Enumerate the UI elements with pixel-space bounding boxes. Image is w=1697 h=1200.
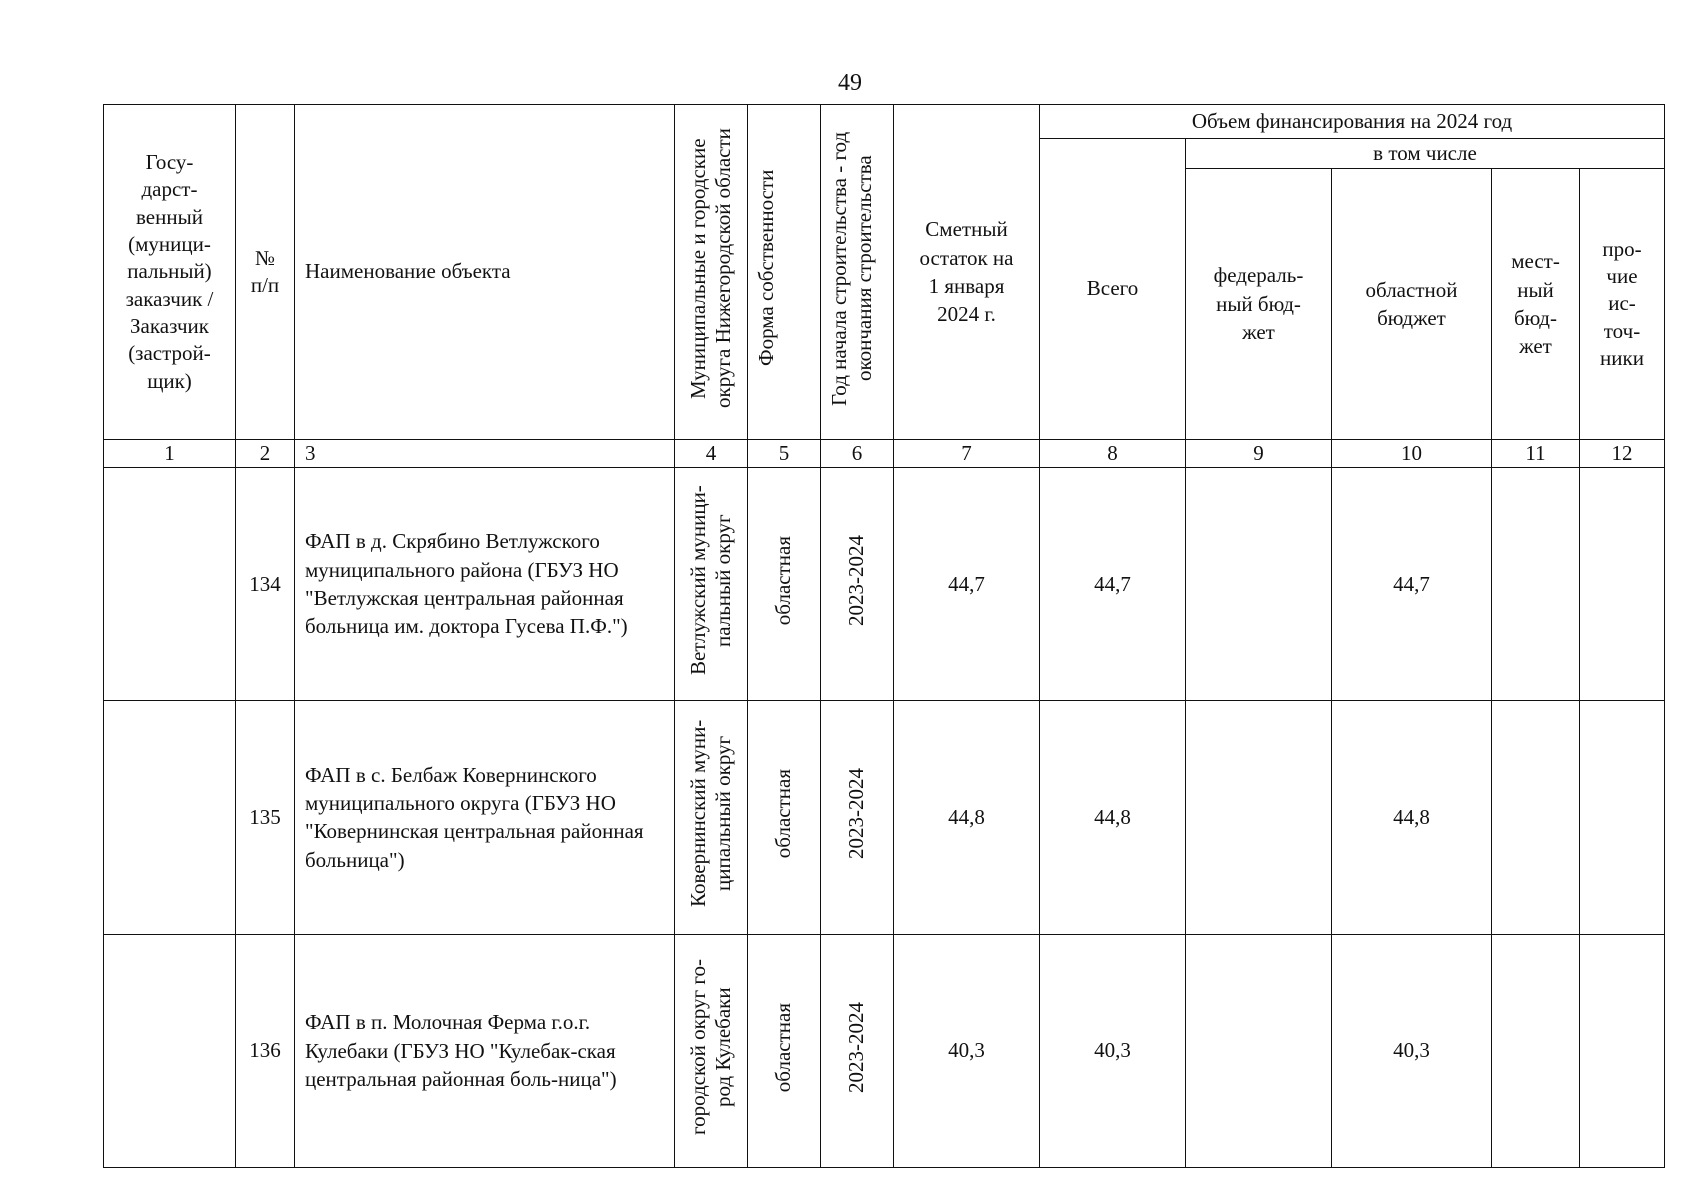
header-funding-group: Объем финансирования на 2024 год bbox=[1040, 105, 1665, 139]
column-number: 5 bbox=[748, 440, 821, 468]
cell-other bbox=[1580, 468, 1665, 701]
cell-total: 44,7 bbox=[1040, 468, 1186, 701]
cell-estimate: 44,8 bbox=[894, 701, 1040, 934]
financing-table bbox=[103, 104, 1665, 1168]
cell-ownership: областная bbox=[748, 701, 821, 934]
cell-estimate: 44,7 bbox=[894, 468, 1040, 701]
header-object-name: Наименование объекта bbox=[295, 105, 675, 440]
cell-municipality: Ковернинский муни- ципальный округ bbox=[675, 701, 748, 934]
cell-object-name: ФАП в п. Молочная Ферма г.о.г. Кулебаки (ГБУЗ НО "Кулебак-ская центральная районная боль-ница") bbox=[295, 934, 675, 1167]
cell-total: 40,3 bbox=[1040, 934, 1186, 1167]
cell-total: 44,8 bbox=[1040, 701, 1186, 934]
table-row bbox=[104, 934, 1665, 1167]
cell-federal bbox=[1186, 468, 1332, 701]
cell-object-name: ФАП в с. Белбаж Ковернинского муниципального округа (ГБУЗ НО "Ковернинская центральная районная больница") bbox=[295, 701, 675, 934]
column-number: 2 bbox=[236, 440, 295, 468]
cell-local bbox=[1492, 701, 1580, 934]
header-federal: федераль- ный бюд- жет bbox=[1186, 169, 1332, 440]
header-years: Год начала строительства - год окончания строительства bbox=[821, 105, 894, 440]
cell-number: 136 bbox=[236, 934, 295, 1167]
header-municipality: Муниципальные и городские округа Нижегородской области bbox=[675, 105, 748, 440]
cell-federal bbox=[1186, 701, 1332, 934]
cell-other bbox=[1580, 934, 1665, 1167]
header-including: в том числе bbox=[1186, 139, 1665, 169]
cell-number: 134 bbox=[236, 468, 295, 701]
cell-years: 2023-2024 bbox=[821, 701, 894, 934]
table-row bbox=[104, 701, 1665, 934]
column-number: 6 bbox=[821, 440, 894, 468]
header-local: мест- ный бюд- жет bbox=[1492, 169, 1580, 440]
header-number: № п/п bbox=[236, 105, 295, 440]
column-numbers-row bbox=[104, 440, 1665, 468]
column-number: 10 bbox=[1332, 440, 1492, 468]
cell-regional: 40,3 bbox=[1332, 934, 1492, 1167]
table-row bbox=[104, 468, 1665, 701]
cell-regional: 44,8 bbox=[1332, 701, 1492, 934]
column-number: 1 bbox=[104, 440, 236, 468]
cell-municipality: Ветлужский муници- пальный округ bbox=[675, 468, 748, 701]
header-estimate: Сметный остаток на 1 января 2024 г. bbox=[894, 105, 1040, 440]
column-number: 4 bbox=[675, 440, 748, 468]
cell-customer bbox=[104, 468, 236, 701]
header-total: Всего bbox=[1040, 139, 1186, 440]
column-number: 7 bbox=[894, 440, 1040, 468]
header-ownership: Форма собственности bbox=[748, 105, 821, 440]
cell-ownership: областная bbox=[748, 934, 821, 1167]
column-number: 8 bbox=[1040, 440, 1186, 468]
column-number: 11 bbox=[1492, 440, 1580, 468]
cell-estimate: 40,3 bbox=[894, 934, 1040, 1167]
column-number: 12 bbox=[1580, 440, 1665, 468]
cell-federal bbox=[1186, 934, 1332, 1167]
header-regional: областной бюджет bbox=[1332, 169, 1492, 440]
column-number: 9 bbox=[1186, 440, 1332, 468]
cell-local bbox=[1492, 934, 1580, 1167]
cell-customer bbox=[104, 701, 236, 934]
cell-municipality: городской округ го- род Кулебаки bbox=[675, 934, 748, 1167]
cell-object-name: ФАП в д. Скрябино Ветлужского муниципального района (ГБУЗ НО "Ветлужская центральная районная больница им. доктора Гусева П.Ф.") bbox=[295, 468, 675, 701]
cell-customer bbox=[104, 934, 236, 1167]
cell-local bbox=[1492, 468, 1580, 701]
cell-regional: 44,7 bbox=[1332, 468, 1492, 701]
cell-ownership: областная bbox=[748, 468, 821, 701]
cell-number: 135 bbox=[236, 701, 295, 934]
cell-other bbox=[1580, 701, 1665, 934]
header-customer: Госу- дарст- венный (муници- пальный) заказчик / Заказчик (застрой- щик) bbox=[104, 105, 236, 440]
cell-years: 2023-2024 bbox=[821, 934, 894, 1167]
page-number: 49 bbox=[838, 70, 862, 96]
header-other: про- чие ис- точ- ники bbox=[1580, 169, 1665, 440]
cell-years: 2023-2024 bbox=[821, 468, 894, 701]
column-number: 3 bbox=[295, 440, 675, 468]
